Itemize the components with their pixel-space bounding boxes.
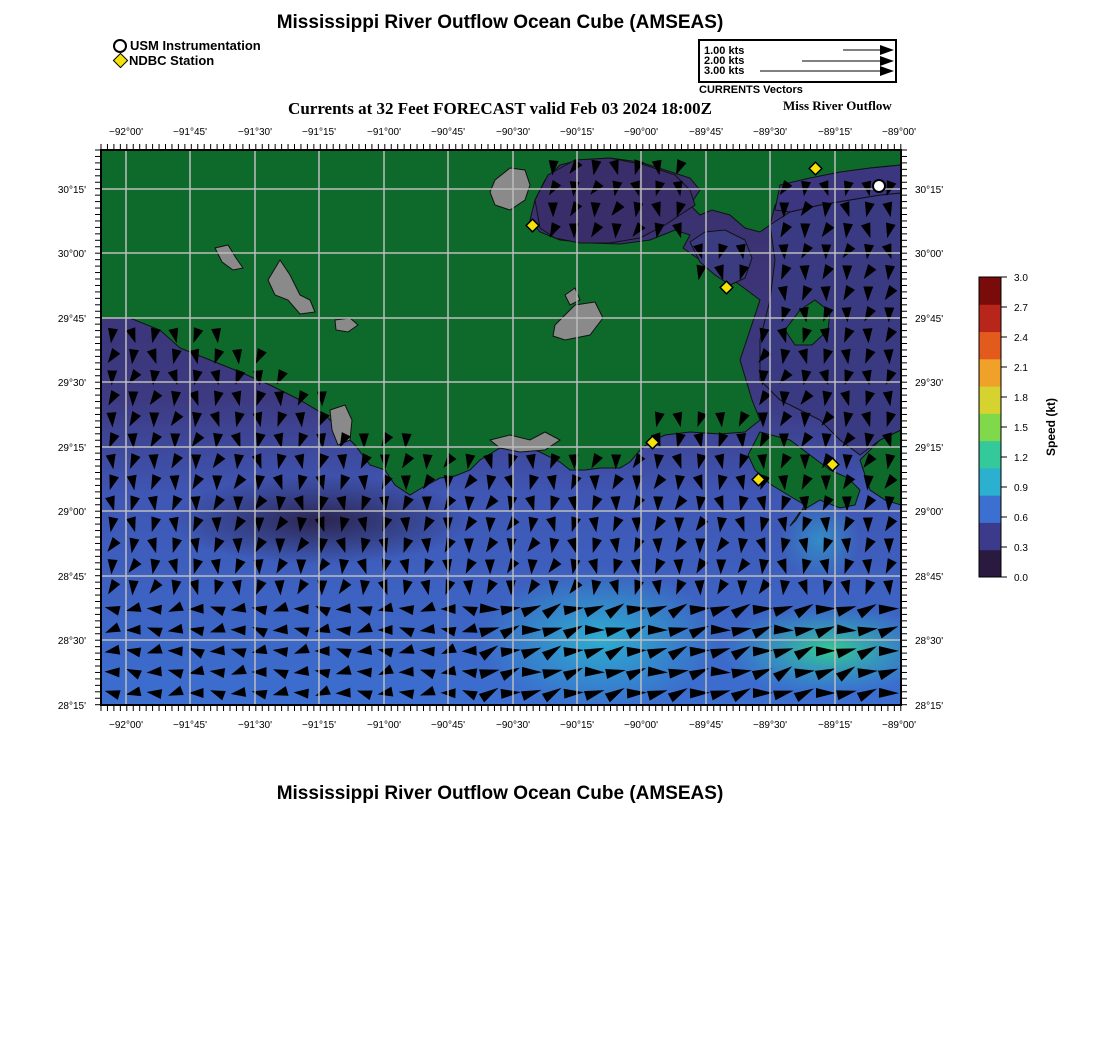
lon-label: −90°00'	[624, 720, 658, 731]
lon-labels-bottom	[109, 720, 916, 731]
vector-key-row-2: 2.00 kts	[704, 55, 745, 67]
lat-label: 29°30'	[915, 378, 944, 389]
map-area	[101, 150, 940, 710]
lat-labels-right	[915, 185, 943, 712]
lat-labels-left	[58, 185, 86, 712]
lon-label: −90°15'	[560, 127, 594, 138]
lon-label: −91°15'	[302, 127, 336, 138]
lat-label: 29°00'	[57, 507, 86, 518]
lon-label: −89°00'	[882, 720, 916, 731]
lat-label: 30°15'	[915, 185, 944, 196]
vector-key-row-3: 3.00 kts	[704, 65, 745, 77]
colorbar-segment	[979, 550, 1001, 578]
lon-label: −91°30'	[238, 720, 272, 731]
lat-label: 30°15'	[57, 185, 86, 196]
lon-label: −90°30'	[496, 127, 530, 138]
colorbar-tick-label: 1.5	[1014, 423, 1028, 434]
usm-instrument-marker[interactable]	[873, 180, 885, 192]
lon-labels-top	[109, 127, 916, 138]
lat-label: 28°45'	[915, 572, 944, 583]
lon-label: −90°45'	[431, 127, 465, 138]
colorbar-segment	[979, 468, 1001, 496]
lon-label: −91°45'	[173, 720, 207, 731]
lat-label: 28°30'	[57, 636, 86, 647]
lat-label: 29°15'	[57, 443, 86, 454]
lat-label: 29°00'	[915, 507, 944, 518]
lon-label: −90°15'	[560, 720, 594, 731]
legend-ndbc-label: NDBC Station	[129, 53, 215, 68]
page-title: Mississippi River Outflow Ocean Cube (AMSEAS)	[276, 12, 724, 33]
colorbar-segment	[979, 359, 1001, 387]
colorbar-tick-label: 3.0	[1014, 273, 1028, 284]
lat-label: 29°45'	[915, 314, 944, 325]
lon-label: −90°30'	[496, 720, 530, 731]
colorbar-tick-label: 0.6	[1014, 513, 1028, 524]
colorbar-segment	[979, 522, 1001, 550]
colorbar-segment	[979, 386, 1001, 414]
lon-label: −89°45'	[689, 720, 723, 731]
lat-label: 29°15'	[915, 443, 944, 454]
lon-label: −91°00'	[367, 127, 401, 138]
lon-label: −92°00'	[109, 720, 143, 731]
lon-label: −91°00'	[367, 720, 401, 731]
lon-label: −89°30'	[753, 127, 787, 138]
region-label: Miss River Outflow	[783, 98, 892, 113]
colorbar-tick-label: 1.2	[1014, 453, 1028, 464]
colorbar-tick-label: 0.9	[1014, 483, 1028, 494]
lon-label: −91°45'	[173, 127, 207, 138]
lat-label: 28°15'	[57, 701, 86, 712]
colorbar-tick-label: 2.4	[1014, 333, 1028, 344]
lon-label: −90°00'	[624, 127, 658, 138]
second-title: Mississippi River Outflow Ocean Cube (AMSEAS)	[276, 783, 724, 804]
lat-label: 30°00'	[915, 249, 944, 260]
lat-label: 29°30'	[57, 378, 86, 389]
lon-label: −90°45'	[431, 720, 465, 731]
vector-key-caption: CURRENTS Vectors	[699, 84, 803, 96]
colorbar-tick-label: 2.7	[1014, 303, 1028, 314]
colorbar-tick-label: 0.0	[1014, 573, 1028, 584]
lat-label: 30°00'	[57, 249, 86, 260]
lat-label: 28°15'	[915, 701, 944, 712]
legend-usm-label: USM Instrumentation	[130, 38, 261, 53]
lon-label: −89°45'	[689, 127, 723, 138]
colorbar-tick-label: 1.8	[1014, 393, 1028, 404]
colorbar-segment	[979, 332, 1001, 360]
lat-label: 28°30'	[915, 636, 944, 647]
colorbar-title: Speed (kt)	[1044, 397, 1058, 457]
lon-label: −92°00'	[109, 127, 143, 138]
colorbar	[979, 273, 1058, 584]
lon-label: −89°15'	[818, 720, 852, 731]
colorbar-tick-label: 0.3	[1014, 543, 1028, 554]
lon-label: −91°15'	[302, 720, 336, 731]
lon-label: −89°30'	[753, 720, 787, 731]
vector-key-row-1: 1.00 kts	[704, 45, 745, 57]
lat-label: 28°45'	[57, 572, 86, 583]
colorbar-tick-label: 2.1	[1014, 363, 1028, 374]
colorbar-segment	[979, 441, 1001, 469]
colorbar-segment	[979, 413, 1001, 441]
lon-label: −91°30'	[238, 127, 272, 138]
colorbar-segment	[979, 277, 1001, 305]
lat-label: 29°45'	[57, 314, 86, 325]
map-subtitle: Currents at 32 Feet FORECAST valid Feb 03 2024 18:00Z	[288, 99, 712, 118]
lon-label: −89°15'	[818, 127, 852, 138]
colorbar-segment	[979, 495, 1001, 523]
lon-label: −89°00'	[882, 127, 916, 138]
colorbar-segment	[979, 304, 1001, 332]
